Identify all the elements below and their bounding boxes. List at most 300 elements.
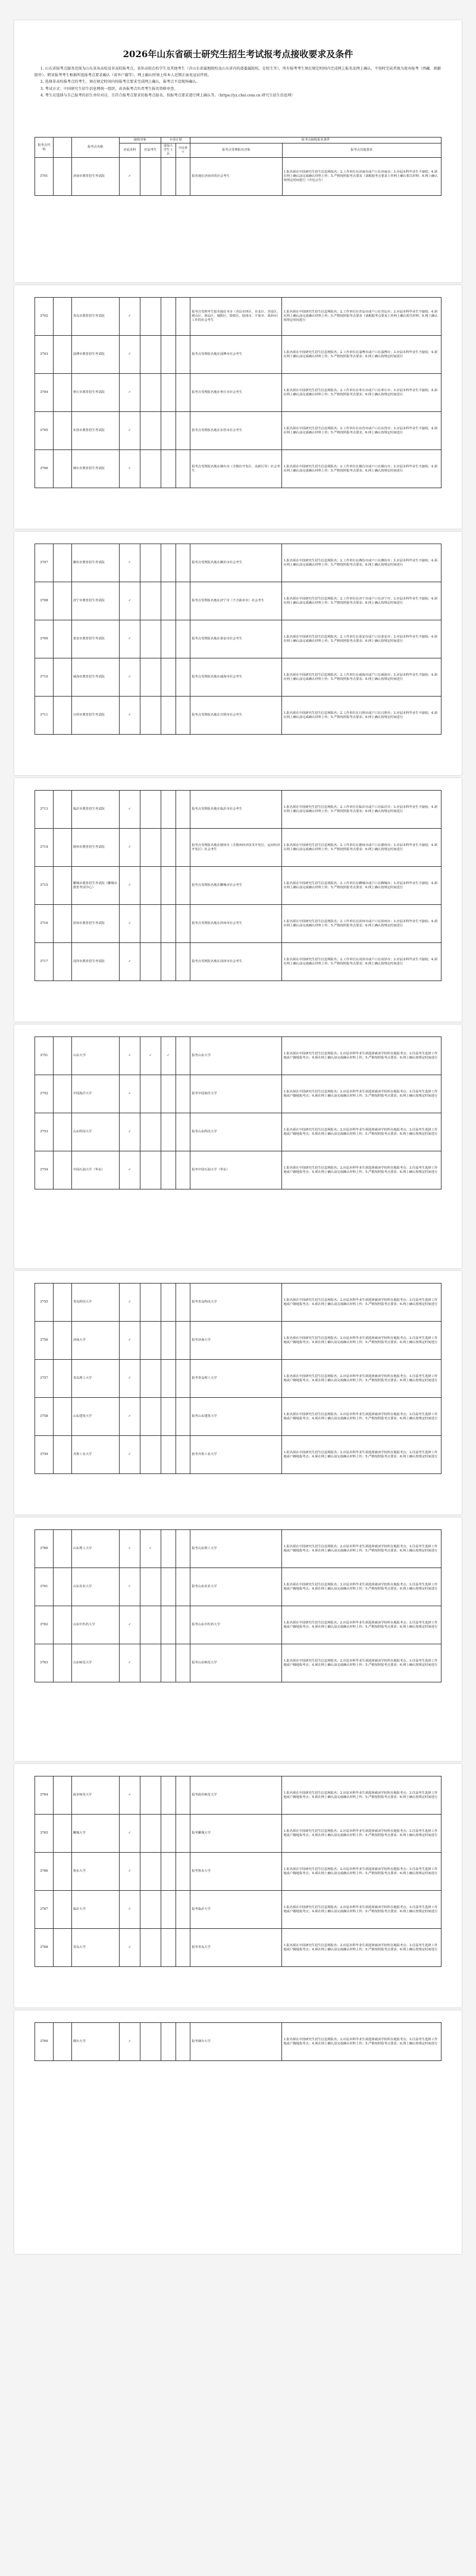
cell-name: 山东师范大学 <box>71 1644 119 1682</box>
document-page <box>14 285 462 529</box>
cell-check-c <box>161 1398 176 1436</box>
cell-requirements: 1.报名须在中国研究生招生信息网报名；2.应届本科毕业生须选择就读学校所在地报考点；3.往届考生选择工作地或户籍地报考点；4.须在网上确认前完成确认材料上传；5.严格按照报考点要求；6.网上确认按规定时间进行 <box>282 1606 441 1644</box>
cell-code: 3769 <box>35 2023 54 2061</box>
cell-check-b <box>140 1075 161 1113</box>
cell-condition: 报考点受理报名地在菏泽市社会考生 <box>190 943 282 981</box>
cell-requirements: 1.报名须在中国研究生招生信息网报名；2.应届本科毕业生须选择就读学校所在地报考点；3.往届考生选择工作地或户籍地报考点；4.须在网上确认前完成确认材料上传；5.严格按照报考点要求；6.网上确认按规定时间进行 <box>282 1113 441 1151</box>
cell-blank-2 <box>176 412 190 450</box>
cell-check-c <box>161 336 176 374</box>
table-row <box>35 1776 441 1815</box>
cell-condition: 报考山东大学 <box>190 1037 282 1075</box>
cell-name: 鲁东大学 <box>71 1853 119 1891</box>
cell-requirements: 1.报名须在中国研究生招生信息网报名；2.应届本科毕业生须选择就读学校所在地报考点；3.往届考生选择工作地或户籍地报考点；4.须在网上确认前完成确认材料上传；5.严格按照报考点要求；6.网上确认按规定时间进行 <box>282 1284 441 1322</box>
cell-code: 3756 <box>35 1322 54 1360</box>
cell-check-c <box>161 905 176 943</box>
cell-condition: 报考青岛理工大学 <box>190 1360 282 1398</box>
cell-name: 东营市教育招生考试院 <box>71 412 119 450</box>
cell-check-c <box>161 1776 176 1815</box>
cell-check-b <box>140 1436 161 1474</box>
cell-condition: 报考点受理报名地在潍坊市社会考生 <box>190 544 282 582</box>
note-paragraph: 2. 选择非高校报考点的考生，须在规定时间内按报考点要求完成网上确认，报考点不设现场确认。 <box>40 80 200 84</box>
cell-blank <box>53 544 71 582</box>
cell-check-b <box>140 1644 161 1682</box>
table-row <box>35 658 441 697</box>
cell-code: 3706 <box>35 450 54 488</box>
cell-check-c <box>161 374 176 412</box>
cell-condition: 报考临沂大学 <box>190 1891 282 1929</box>
cell-code: 3767 <box>35 1891 54 1929</box>
cell-check-a: ✓ <box>119 412 140 450</box>
cell-blank <box>53 829 71 867</box>
cell-blank <box>53 697 71 735</box>
cell-blank <box>53 1606 71 1644</box>
table-row <box>35 1929 441 1967</box>
cell-blank-2 <box>176 298 190 336</box>
cell-condition: 报考点受理报名地在威海市社会考生 <box>190 658 282 697</box>
admission-table <box>35 790 441 981</box>
cell-code: 3762 <box>35 1606 54 1644</box>
table-row <box>35 1815 441 1853</box>
document-page <box>14 1518 462 1761</box>
cell-condition: 报考点受理报名地在聊城市社会考生 <box>190 867 282 905</box>
cell-name: 淄博市教育招生考试院 <box>71 336 119 374</box>
cell-blank <box>53 1436 71 1474</box>
cell-condition: 报考点受理报名地在枣庄市社会考生 <box>190 374 282 412</box>
cell-check-c <box>161 1075 176 1113</box>
cell-check-c <box>161 829 176 867</box>
table-row <box>35 1568 441 1606</box>
cell-code: 3717 <box>35 943 54 981</box>
cell-check-c <box>161 450 176 488</box>
cell-check-b <box>140 791 161 829</box>
cell-check-a: ✓ <box>119 791 140 829</box>
table-row <box>35 450 441 488</box>
cell-blank-2 <box>176 450 190 488</box>
cell-blank <box>53 2023 71 2061</box>
cell-blank <box>53 450 71 488</box>
cell-name: 山东建筑大学 <box>71 1398 119 1436</box>
cell-requirements: 1.报名须在中国研究生招生信息网报名；2.应届本科毕业生须选择就读学校所在地报考点；3.往届考生选择工作地或户籍地报考点；4.须在网上确认前完成确认材料上传；5.严格按照报考点要求；6.网上确认按规定时间进行 <box>282 1776 441 1815</box>
cell-blank <box>53 905 71 943</box>
cell-condition: 报考聊城大学 <box>190 1815 282 1853</box>
cell-condition: 报考山东建筑大学 <box>190 1398 282 1436</box>
table-row <box>35 1398 441 1436</box>
cell-blank <box>53 1284 71 1322</box>
cell-requirements: 1.报名须在中国研究生招生信息网报名；2.应届本科毕业生须选择就读学校所在地报考点；3.往届考生选择工作地或户籍地报考点；4.须在网上确认前完成确认材料上传；5.严格按照报考点要求；6.网上确认按规定时间进行 <box>282 1644 441 1682</box>
table-row <box>35 905 441 943</box>
cell-blank <box>53 1929 71 1967</box>
admission-table <box>35 1036 441 1189</box>
cell-check-b <box>140 412 161 450</box>
cell-blank <box>53 1398 71 1436</box>
cell-blank-2 <box>176 943 190 981</box>
cell-check-b <box>140 943 161 981</box>
header-code: 报考点代码 <box>35 138 54 158</box>
cell-name: 聊城市教育招生考试院（聊城市教育考试中心） <box>71 867 119 905</box>
cell-code: 3765 <box>35 1815 54 1853</box>
cell-check-a: ✓ <box>119 1606 140 1644</box>
cell-code: 3713 <box>35 791 54 829</box>
cell-condition: 报考点受理考生报名地在本市（青岛市四区、市北区、李沧区、崂山区、黄岛区、城阳区、即墨区、胶州市、平度市、莱西市）工作的社会考生 <box>190 298 282 336</box>
admission-table <box>35 1283 441 1474</box>
cell-requirements: 1.报名须在中国研究生招生信息网报名；2.工作单位在潍坊市或户口在潍坊市；3.应届本科毕业生不接收；4.须在网上确认前完成确认材料上传；5.严格按照报考点要求；6.网上确认按规定时间进行 <box>282 544 441 582</box>
cell-requirements: 1.报名须在中国研究生招生信息网报名；2.工作单位在临沂市或户口在临沂市；3.应届本科毕业生不接收；4.须在网上确认前完成确认材料上传；5.严格按照报考点要求；6.网上确认按规定时间进行 <box>282 791 441 829</box>
cell-blank-2 <box>176 582 190 620</box>
cell-blank <box>53 1322 71 1360</box>
cell-condition: 报考山东科技大学 <box>190 1113 282 1151</box>
cell-check-b <box>140 1815 161 1853</box>
header-special-a: 退役大学生士兵 <box>161 143 176 158</box>
table-row <box>35 867 441 905</box>
cell-requirements: 1.报名须在中国研究生招生信息网报名；2.应届本科毕业生须选择就读学校所在地报考点；3.往届考生选择工作地或户籍地报考点；4.须在网上确认前完成确认材料上传；5.严格按照报考点要求；6.网上确认按规定时间进行 <box>282 1075 441 1113</box>
cell-check-c <box>161 697 176 735</box>
cell-code: 3766 <box>35 1853 54 1891</box>
admission-table <box>35 1529 441 1682</box>
cell-code: 3768 <box>35 1929 54 1967</box>
cell-check-a: ✓ <box>119 544 140 582</box>
cell-blank-2 <box>176 829 190 867</box>
cell-blank <box>53 1644 71 1682</box>
cell-requirements: 1.报名须在中国研究生招生信息网报名；2.工作单位在聊城市或户口在聊城市；3.应届本科毕业生不接收；4.须在网上确认前完成确认材料上传；5.严格按照报考点要求；6.网上确认按规定时间进行 <box>282 867 441 905</box>
cell-blank-2 <box>176 1929 190 1967</box>
cell-check-a: ✓ <box>119 1113 140 1151</box>
cell-blank <box>53 1776 71 1815</box>
cell-blank <box>53 1113 71 1151</box>
cell-check-c: ✓ <box>161 1037 176 1075</box>
cell-check-c <box>161 1113 176 1151</box>
cell-blank-2 <box>176 1776 190 1815</box>
header-special-b: 少民骨干 <box>176 143 190 158</box>
cell-check-a: ✓ <box>119 1929 140 1967</box>
cell-code: 3763 <box>35 1644 54 1682</box>
table-row <box>35 1151 441 1189</box>
cell-requirements: 1.报名须在中国研究生招生信息网报名；2.应届本科毕业生须选择就读学校所在地报考点；3.往届考生选择工作地或户籍地报考点；4.须在网上确认前完成确认材料上传；5.严格按照报考点要求；6.网上确认按规定时间进行 <box>282 2023 441 2061</box>
table-row <box>35 1644 441 1682</box>
cell-blank-2 <box>176 1815 190 1853</box>
cell-check-b <box>140 298 161 336</box>
cell-check-a: ✓ <box>119 1891 140 1929</box>
cell-check-a: ✓ <box>119 1075 140 1113</box>
cell-check-a: ✓ <box>119 1322 140 1360</box>
cell-check-b <box>140 158 161 196</box>
cell-blank-2 <box>176 1891 190 1929</box>
cell-name: 烟台大学 <box>71 2023 119 2061</box>
cell-blank-2 <box>176 658 190 697</box>
cell-blank <box>53 658 71 697</box>
cell-name: 青岛科技大学 <box>71 1284 119 1322</box>
cell-name: 日照市教育招生考试院 <box>71 697 119 735</box>
cell-check-c <box>161 1606 176 1644</box>
cell-code: 3714 <box>35 829 54 867</box>
cell-blank-2 <box>176 1151 190 1189</box>
cell-check-b <box>140 1284 161 1322</box>
cell-requirements: 1.报名须在中国研究生招生信息网报名；2.应届本科毕业生须选择就读学校所在地报考点；3.往届考生选择工作地或户籍地报考点；4.须在网上确认前完成确认材料上传；5.严格按照报考点要求；6.网上确认按规定时间进行 <box>282 1322 441 1360</box>
cell-blank <box>53 1075 71 1113</box>
cell-name: 滨州市教育招生考试院 <box>71 905 119 943</box>
cell-condition: 报考山东农业大学 <box>190 1568 282 1606</box>
cell-check-c <box>161 658 176 697</box>
cell-blank-2 <box>176 1568 190 1606</box>
cell-code: 3716 <box>35 905 54 943</box>
table-row <box>35 2023 441 2061</box>
cell-check-b <box>140 829 161 867</box>
cell-blank-2 <box>176 867 190 905</box>
cell-check-c <box>161 791 176 829</box>
cell-check-b <box>140 1398 161 1436</box>
cell-check-c <box>161 1151 176 1189</box>
cell-check-a: ✓ <box>119 905 140 943</box>
cell-condition: 报考中国石油大学（华东） <box>190 1151 282 1189</box>
cell-check-a: ✓ <box>119 450 140 488</box>
cell-check-a: ✓ <box>119 1568 140 1606</box>
cell-blank-2 <box>176 158 190 196</box>
cell-requirements: 1.报名须在中国研究生招生信息网报名；2.工作单位在日照市或户口在日照市；3.应届本科毕业生不接收；4.须在网上确认前完成确认材料上传；5.严格按照报考点要求；6.网上确认按规定时间进行 <box>282 697 441 735</box>
cell-name: 青岛大学 <box>71 1929 119 1967</box>
header-cond-a: 报考点受理报名对象 <box>190 143 282 158</box>
cell-name: 临沂大学 <box>71 1891 119 1929</box>
cell-check-c <box>161 1853 176 1891</box>
document-page <box>14 778 462 1022</box>
cell-condition: 报考点受理报名地在德州市（含德州经济技术开发区、运河经济开发区）社会考生 <box>190 829 282 867</box>
cell-name: 济南大学 <box>71 1322 119 1360</box>
cell-check-a: ✓ <box>119 1284 140 1322</box>
cell-blank <box>53 867 71 905</box>
cell-blank <box>53 298 71 336</box>
cell-blank-2 <box>176 336 190 374</box>
cell-condition: 报考山东中医药大学 <box>190 1606 282 1644</box>
header-conditions-group: 报考点接收报名条件 <box>190 138 441 143</box>
cell-blank-2 <box>176 374 190 412</box>
cell-check-b <box>140 658 161 697</box>
table-row <box>35 1853 441 1891</box>
cell-code: 3752 <box>35 1075 54 1113</box>
cell-code: 3753 <box>35 1113 54 1151</box>
cell-condition: 报考点受理报名地在东营市社会考生 <box>190 412 282 450</box>
cell-check-a: ✓ <box>119 1644 140 1682</box>
cell-check-b <box>140 582 161 620</box>
notes-block <box>35 66 441 99</box>
cell-check-a: ✓ <box>119 374 140 412</box>
cell-name: 济南市教育招生考试院 <box>71 158 119 196</box>
cell-check-c <box>161 867 176 905</box>
cell-condition: 报考点受理报名地在临沂市社会考生 <box>190 791 282 829</box>
cell-name: 曲阜师范大学 <box>71 1776 119 1815</box>
cell-code: 3711 <box>35 697 54 735</box>
table-row <box>35 1530 441 1568</box>
cell-blank-2 <box>176 620 190 658</box>
admission-table <box>35 1776 441 1967</box>
cell-check-b <box>140 2023 161 2061</box>
header-scope-group: 接收对象 <box>119 138 161 143</box>
cell-blank-2 <box>176 1398 190 1436</box>
cell-check-b <box>140 1322 161 1360</box>
cell-check-a: ✓ <box>119 620 140 658</box>
cell-check-b <box>140 1113 161 1151</box>
cell-check-a: ✓ <box>119 829 140 867</box>
admission-table <box>35 544 441 735</box>
cell-check-b <box>140 336 161 374</box>
cell-check-a: ✓ <box>119 582 140 620</box>
table-row <box>35 1113 441 1151</box>
table-row <box>35 582 441 620</box>
header-scope-b: 往届考生 <box>140 143 161 158</box>
cell-blank-2 <box>176 1360 190 1398</box>
cell-name: 中国海洋大学 <box>71 1075 119 1113</box>
cell-condition: 报考点受理报名地在济宁市（不含曲阜市）社会考生 <box>190 582 282 620</box>
cell-code: 3710 <box>35 658 54 697</box>
cell-check-c <box>161 1929 176 1967</box>
cell-blank <box>53 412 71 450</box>
cell-code: 3709 <box>35 620 54 658</box>
cell-requirements: 1.报名须在中国研究生招生信息网报名；2.工作单位在济宁市或户口在济宁市；3.应届本科毕业生不接收；4.须在网上确认前完成确认材料上传；5.严格按照报考点要求；6.网上确认按规定时间进行 <box>282 582 441 620</box>
cell-name: 烟台市教育招生考试院 <box>71 450 119 488</box>
cell-check-b <box>140 374 161 412</box>
cell-code: 3702 <box>35 298 54 336</box>
cell-check-b: ✓ <box>140 1037 161 1075</box>
cell-name: 青岛市教育招生考试院 <box>71 298 119 336</box>
cell-check-a: ✓ <box>119 1815 140 1853</box>
table-row <box>35 943 441 981</box>
table-row <box>35 544 441 582</box>
cell-requirements: 1.报名须在中国研究生招生信息网报名；2.应届本科毕业生须选择就读学校所在地报考点；3.往届考生选择工作地或户籍地报考点；4.须在网上确认前完成确认材料上传；5.严格按照报考点要求；6.网上确认按规定时间进行 <box>282 1436 441 1474</box>
table-row <box>35 1075 441 1113</box>
cell-blank <box>53 374 71 412</box>
cell-requirements: 1.报名须在中国研究生招生信息网报名；2.工作单位在菏泽市或户口在菏泽市；3.应届本科毕业生不接收；4.须在网上确认前完成确认材料上传；5.严格按照报考点要求；6.网上确认按规定时间进行 <box>282 943 441 981</box>
cell-condition: 报考点受理报名地在淄博市社会考生 <box>190 336 282 374</box>
cell-check-c <box>161 1815 176 1853</box>
cell-check-a: ✓ <box>119 1151 140 1189</box>
cell-name: 泰安市教育招生考试院 <box>71 620 119 658</box>
cell-condition: 报名地在济南市的社会考生 <box>190 158 282 196</box>
cell-blank-2 <box>176 1113 190 1151</box>
cell-requirements: 1.报名须在中国研究生招生信息网报名；2.应届本科毕业生须选择就读学校所在地报考点；3.往届考生选择工作地或户籍地报考点；4.须在网上确认前完成确认材料上传；5.严格按照报考点要求；6.网上确认按规定时间进行 <box>282 1398 441 1436</box>
document-page <box>14 20 462 282</box>
cell-requirements: 1.报名须在中国研究生招生信息网报名；2.应届本科毕业生须选择就读学校所在地报考点；3.往届考生选择工作地或户籍地报考点；4.须在网上确认前完成确认材料上传；5.严格按照报考点要求；6.网上确认按规定时间进行 <box>282 1151 441 1189</box>
cell-condition: 报考山东师范大学 <box>190 1644 282 1682</box>
cell-code: 3758 <box>35 1398 54 1436</box>
cell-check-a: ✓ <box>119 2023 140 2061</box>
cell-code: 3759 <box>35 1436 54 1474</box>
header-special-group: 专项计划 <box>161 138 190 143</box>
cell-blank <box>53 582 71 620</box>
cell-check-c <box>161 1360 176 1398</box>
cell-condition: 报考点受理报名地在泰安市社会考生 <box>190 620 282 658</box>
cell-check-b <box>140 905 161 943</box>
cell-code: 3755 <box>35 1284 54 1322</box>
table-row <box>35 1322 441 1360</box>
cell-code: 3701 <box>35 158 54 196</box>
note-paragraph: 4. 考生应选择与自己报考的招生单位对应、且符合报考点要求的报考点报名，按报考点要求进行网上确认等。（https://yz.chsi.com.cn 研究生招生信息网） <box>40 93 295 98</box>
cell-blank <box>53 943 71 981</box>
cell-condition: 报考烟台大学 <box>190 2023 282 2061</box>
admission-table <box>35 2022 441 2061</box>
cell-check-c <box>161 943 176 981</box>
cell-requirements: 1.报名须在中国研究生招生信息网报名；2.应届本科毕业生须选择就读学校所在地报考点；3.往届考生选择工作地或户籍地报考点；4.须在网上确认前完成确认材料上传；5.严格按照报考点要求；6.网上确认按规定时间进行 <box>282 1037 441 1075</box>
cell-requirements: 1.报名须在中国研究生招生信息网报名；2.工作单位在威海市或户口在威海市；3.应届本科毕业生不接收；4.须在网上确认前完成确认材料上传；5.严格按照报考点要求；6.网上确认按规定时间进行 <box>282 658 441 697</box>
cell-check-c <box>161 544 176 582</box>
header-cond-b: 报考点其他要求 <box>282 143 441 158</box>
cell-condition: 报考齐鲁工业大学 <box>190 1436 282 1474</box>
header-name: 报考点名称 <box>71 138 119 158</box>
cell-blank-2 <box>176 2023 190 2061</box>
cell-requirements: 1.报名须在中国研究生招生信息网报名；2.工作单位在青岛市或户口在青岛市；3.应届本科毕业生不接收；4.须在网上确认前完成确认材料上传；5.严格按照报考点要求（请根据考点要求上传网上确认相关材料；6.网上确认按规定时间进行 <box>282 298 441 336</box>
cell-check-b <box>140 450 161 488</box>
cell-check-c <box>161 582 176 620</box>
cell-condition: 报考中国海洋大学 <box>190 1075 282 1113</box>
cell-requirements: 1.报名须在中国研究生招生信息网报名；2.工作单位在济南市或户口在济南市；3.应届本科毕业生不接收；4.须在网上确认前完成确认材料上传；5.严格按照报考点要求（请根据考点要求上传网上确认相关材料；6.网上确认按规定时间进行（详见公告） <box>282 158 441 196</box>
cell-name: 中国石油大学（华东） <box>71 1151 119 1189</box>
cell-blank-2 <box>176 1530 190 1568</box>
cell-code: 3708 <box>35 582 54 620</box>
document-page <box>14 1764 462 2007</box>
cell-check-b <box>140 1891 161 1929</box>
table-row <box>35 374 441 412</box>
cell-blank-2 <box>176 905 190 943</box>
cell-blank <box>53 1815 71 1853</box>
cell-blank-2 <box>176 544 190 582</box>
document-page <box>14 2010 462 2254</box>
cell-check-c <box>161 1644 176 1682</box>
cell-blank <box>53 158 71 196</box>
cell-condition: 报考点受理报名地在烟台市（含烟台开发区、高新区等）社会考生 <box>190 450 282 488</box>
cell-check-c <box>161 1891 176 1929</box>
cell-requirements: 1.报名须在中国研究生招生信息网报名；2.工作单位在德州市或户口在德州市；3.应届本科毕业生不接收；4.须在网上确认前完成确认材料上传；5.严格按照报考点要求；6.网上确认按规定时间进行 <box>282 829 441 867</box>
table-row <box>35 1436 441 1474</box>
cell-blank-2 <box>176 1436 190 1474</box>
cell-check-a: ✓ <box>119 1853 140 1891</box>
cell-blank-2 <box>176 1037 190 1075</box>
cell-check-b <box>140 1853 161 1891</box>
cell-check-a: ✓ <box>119 1360 140 1398</box>
cell-condition: 报考鲁东大学 <box>190 1853 282 1891</box>
cell-code: 3704 <box>35 374 54 412</box>
cell-blank <box>53 336 71 374</box>
cell-requirements: 1.报名须在中国研究生招生信息网报名；2.工作单位在淄博市或户口在淄博市；3.应届本科毕业生不接收；4.须在网上确认前完成确认材料上传；5.严格按照报考点要求；6.网上确认按规定时间进行 <box>282 336 441 374</box>
table-row <box>35 1606 441 1644</box>
cell-name: 临沂市教育招生考试院 <box>71 791 119 829</box>
cell-check-c <box>161 1284 176 1322</box>
cell-check-b <box>140 620 161 658</box>
cell-requirements: 1.报名须在中国研究生招生信息网报名；2.工作单位在泰安市或户口在泰安市；3.应届本科毕业生不接收；4.须在网上确认前完成确认材料上传；5.严格按照报考点要求；6.网上确认按规定时间进行 <box>282 620 441 658</box>
table-row <box>35 336 441 374</box>
cell-name: 山东中医药大学 <box>71 1606 119 1644</box>
cell-blank <box>53 791 71 829</box>
cell-name: 山东大学 <box>71 1037 119 1075</box>
cell-name: 威海市教育招生考试院 <box>71 658 119 697</box>
cell-check-a: ✓ <box>119 1776 140 1815</box>
cell-check-c <box>161 620 176 658</box>
cell-check-b <box>140 544 161 582</box>
table-row <box>35 412 441 450</box>
table-row <box>35 620 441 658</box>
document-page <box>14 1271 462 1515</box>
cell-code: 3705 <box>35 412 54 450</box>
cell-condition: 报考青岛大学 <box>190 1929 282 1967</box>
cell-requirements: 1.报名须在中国研究生招生信息网报名；2.工作单位在东营市或户口在东营市；3.应届本科毕业生不接收；4.须在网上确认前完成确认材料上传；5.严格按照报考点要求；6.网上确认按规定时间进行 <box>282 412 441 450</box>
cell-check-c <box>161 1568 176 1606</box>
cell-code: 3757 <box>35 1360 54 1398</box>
table-row <box>35 697 441 735</box>
cell-requirements: 1.报名须在中国研究生招生信息网报名；2.应届本科毕业生须选择就读学校所在地报考点；3.往届考生选择工作地或户籍地报考点；4.须在网上确认前完成确认材料上传；5.严格按照报考点要求；6.网上确认按规定时间进行 <box>282 1360 441 1398</box>
cell-check-c <box>161 1322 176 1360</box>
cell-check-c <box>161 298 176 336</box>
cell-blank <box>53 620 71 658</box>
cell-check-a: ✓ <box>119 336 140 374</box>
cell-check-a: ✓ <box>119 658 140 697</box>
cell-name: 潍坊市教育招生考试院 <box>71 544 119 582</box>
cell-name: 济宁市教育招生考试院 <box>71 582 119 620</box>
cell-code: 3760 <box>35 1530 54 1568</box>
